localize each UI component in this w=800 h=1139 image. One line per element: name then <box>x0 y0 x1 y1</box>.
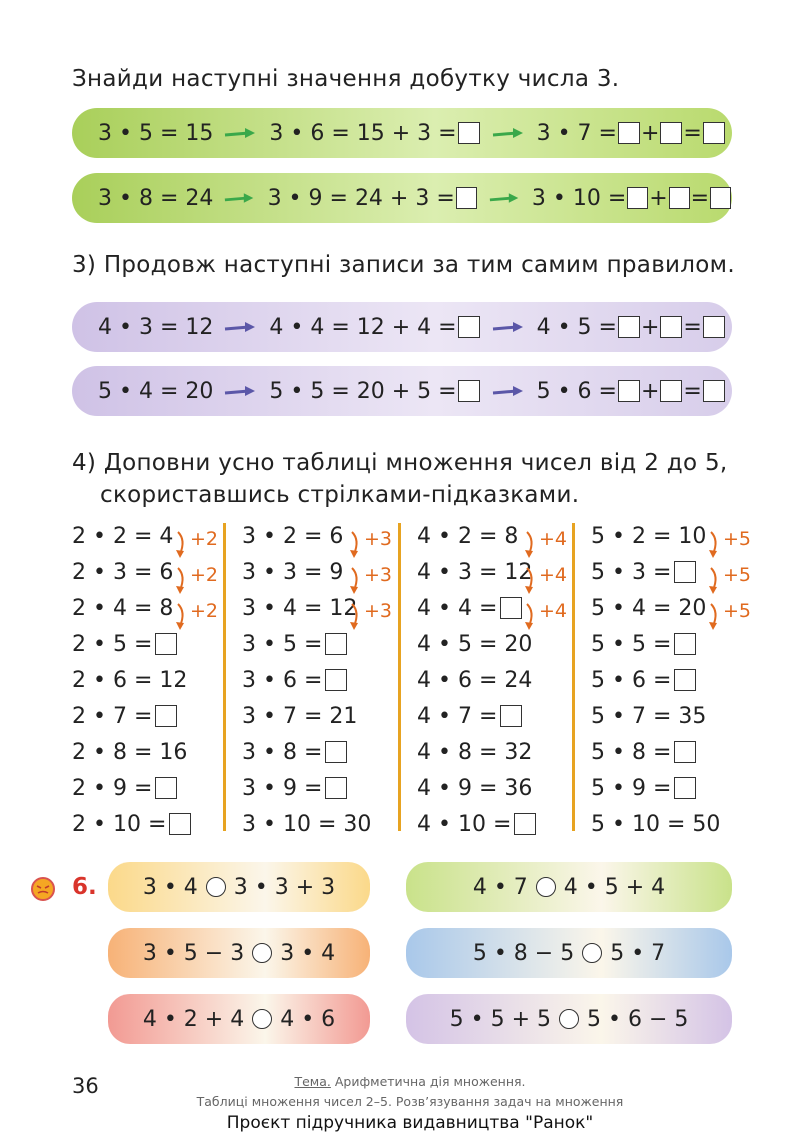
equation-end: 3 • 7 = <box>536 120 617 146</box>
answer-box[interactable] <box>458 380 480 402</box>
footer-topic <box>140 1074 680 1089</box>
table-row <box>417 770 567 806</box>
equation-end: 5 • 6 = <box>536 378 617 404</box>
answer-box[interactable] <box>155 777 177 799</box>
answer-box[interactable] <box>155 705 177 727</box>
answer-box[interactable] <box>710 187 731 209</box>
comparison-right: 3 • 4 <box>280 940 336 966</box>
table-row <box>417 662 567 698</box>
table-row <box>417 698 567 734</box>
equation-chain-row <box>72 302 732 352</box>
hint-arrow <box>354 600 392 622</box>
equals-sign: = <box>690 185 710 211</box>
table-row <box>417 626 567 662</box>
equation-start: 5 • 4 = 20 <box>98 378 214 404</box>
answer-box[interactable] <box>674 741 696 763</box>
arrow-right-icon <box>223 319 257 335</box>
hint-arrow <box>180 528 218 550</box>
table-equation: 5 • 9 = <box>591 775 672 801</box>
equals-sign: = <box>683 378 702 404</box>
hint-label: +5 <box>723 600 752 622</box>
plus-sign: + <box>640 378 660 404</box>
answer-box[interactable] <box>500 597 522 619</box>
hint-label: +4 <box>539 564 568 586</box>
table-equation: 4 • 9 = 36 <box>417 775 533 801</box>
answer-box[interactable] <box>458 316 480 338</box>
table-row <box>242 662 392 698</box>
table-row <box>242 698 392 734</box>
table-row <box>591 698 741 734</box>
column-divider <box>398 523 401 831</box>
table-equation: 5 • 10 = 50 <box>591 811 721 837</box>
comparison-left: 5 • 8 − 5 <box>472 940 575 966</box>
table-equation: 4 • 4 = <box>417 595 498 621</box>
curved-arrow-icon <box>350 602 362 632</box>
table-equation: 2 • 3 = 6 <box>72 559 174 585</box>
curved-arrow-icon <box>176 602 188 632</box>
footer-topic-label: Тема. <box>294 1074 331 1089</box>
answer-box[interactable] <box>703 122 725 144</box>
table-row <box>591 734 741 770</box>
plus-sign: + <box>649 185 668 211</box>
table-equation: 2 • 8 = 16 <box>72 739 188 765</box>
table-row <box>242 734 392 770</box>
answer-box[interactable] <box>500 705 522 727</box>
table-equation: 4 • 3 = 12 <box>417 559 533 585</box>
table-equation: 4 • 10 = <box>417 811 512 837</box>
hint-arrow <box>529 564 567 586</box>
answer-box[interactable] <box>618 122 640 144</box>
table-row <box>72 626 222 662</box>
arrow-right-icon <box>491 383 525 399</box>
arrow-right-icon <box>488 190 520 206</box>
table-row <box>72 698 222 734</box>
table-equation: 5 • 2 = 10 <box>591 523 707 549</box>
hint-arrow <box>354 564 392 586</box>
page-number: 36 <box>72 1074 99 1098</box>
comparison-item <box>406 994 732 1044</box>
table-equation: 3 • 4 = 12 <box>242 595 358 621</box>
hint-arrow <box>180 564 218 586</box>
table-equation: 3 • 6 = <box>242 667 323 693</box>
comparison-right: 4 • 6 <box>280 1006 336 1032</box>
answer-box[interactable] <box>618 380 640 402</box>
answer-box[interactable] <box>458 122 480 144</box>
table-equation: 3 • 7 = 21 <box>242 703 358 729</box>
comparison-item <box>406 928 732 978</box>
answer-box[interactable] <box>703 380 725 402</box>
answer-box[interactable] <box>703 316 725 338</box>
table-equation: 3 • 5 = <box>242 631 323 657</box>
curved-arrow-icon <box>176 530 188 560</box>
hint-label: +2 <box>190 528 219 550</box>
table-equation: 5 • 7 = 35 <box>591 703 707 729</box>
smiley-icon <box>30 876 56 902</box>
equation-middle: 5 • 5 = 20 + 5 = <box>269 378 457 404</box>
hint-label: +2 <box>190 600 219 622</box>
comparison-circle[interactable] <box>252 1009 272 1029</box>
hint-arrow <box>713 600 751 622</box>
table-equation: 2 • 7 = <box>72 703 153 729</box>
answer-box[interactable] <box>669 187 690 209</box>
hint-arrow <box>713 564 751 586</box>
answer-box[interactable] <box>674 561 696 583</box>
table-equation: 3 • 8 = <box>242 739 323 765</box>
hint-label: +4 <box>539 528 568 550</box>
table-equation: 4 • 6 = 24 <box>417 667 533 693</box>
table-equation: 4 • 2 = 8 <box>417 523 519 549</box>
answer-box[interactable] <box>674 633 696 655</box>
table-equation: 4 • 8 = 32 <box>417 739 533 765</box>
comparison-right: 5 • 6 − 5 <box>587 1006 689 1032</box>
table-equation: 2 • 4 = 8 <box>72 595 174 621</box>
equation-start: 3 • 5 = 15 <box>98 120 214 146</box>
comparison-item <box>108 862 370 912</box>
arrow-right-icon <box>491 319 525 335</box>
comparison-circle[interactable] <box>559 1009 579 1029</box>
table-row <box>591 662 741 698</box>
curved-arrow-icon <box>525 566 537 596</box>
table-equation: 5 • 3 = <box>591 559 672 585</box>
hint-label: +4 <box>539 600 568 622</box>
comparison-left: 4 • 7 <box>472 874 528 900</box>
table-row <box>72 662 222 698</box>
table-equation: 2 • 5 = <box>72 631 153 657</box>
answer-box[interactable] <box>660 316 682 338</box>
answer-box[interactable] <box>155 633 177 655</box>
answer-box[interactable] <box>674 777 696 799</box>
task-4-heading-line2: скориставшись стрілками-підказками. <box>100 482 580 508</box>
comparison-right: 4 • 5 + 4 <box>563 874 666 900</box>
hint-label: +3 <box>364 528 393 550</box>
table-equation: 2 • 9 = <box>72 775 153 801</box>
arrow-right-icon <box>491 125 525 141</box>
hint-label: +5 <box>723 528 752 550</box>
answer-box[interactable] <box>325 741 347 763</box>
answer-box[interactable] <box>627 187 648 209</box>
curved-arrow-icon <box>350 530 362 560</box>
hint-label: +3 <box>364 564 393 586</box>
comparison-item <box>108 928 370 978</box>
comparison-left: 3 • 5 − 3 <box>142 940 245 966</box>
curved-arrow-icon <box>709 530 721 560</box>
arrow-right-icon <box>223 190 255 206</box>
answer-box[interactable] <box>514 813 536 835</box>
table-row <box>591 770 741 806</box>
answer-box[interactable] <box>674 669 696 691</box>
curved-arrow-icon <box>525 602 537 632</box>
table-equation: 5 • 4 = 20 <box>591 595 707 621</box>
hint-arrow <box>529 528 567 550</box>
curved-arrow-icon <box>709 602 721 632</box>
table-row <box>591 806 741 842</box>
table-equation: 3 • 10 = 30 <box>242 811 372 837</box>
table-equation: 2 • 6 = 12 <box>72 667 188 693</box>
table-equation: 3 • 9 = <box>242 775 323 801</box>
equation-middle: 3 • 9 = 24 + 3 = <box>267 185 455 211</box>
hint-arrow <box>713 528 751 550</box>
footer-topic-text: Арифметична дія множення. <box>330 1074 526 1089</box>
answer-box[interactable] <box>618 316 640 338</box>
equals-sign: = <box>683 120 702 146</box>
task-6-label: 6. <box>72 874 97 900</box>
curved-arrow-icon <box>350 566 362 596</box>
comparison-circle[interactable] <box>582 943 602 963</box>
task-4-heading-line1: 4) Доповни усно таблиці множення чисел від 2 до 5, <box>72 450 728 476</box>
footer-project: Проєкт підручника видавництва "Ранок" <box>226 1113 594 1133</box>
answer-box[interactable] <box>169 813 191 835</box>
answer-box[interactable] <box>456 187 477 209</box>
hint-label: +5 <box>723 564 752 586</box>
equation-middle: 4 • 4 = 12 + 4 = <box>269 314 457 340</box>
comparison-circle[interactable] <box>252 943 272 963</box>
table-equation: 3 • 2 = 6 <box>242 523 344 549</box>
answer-box[interactable] <box>660 122 682 144</box>
comparison-circle[interactable] <box>536 877 556 897</box>
arrow-right-icon <box>223 125 257 141</box>
comparison-left: 4 • 2 + 4 <box>142 1006 245 1032</box>
table-row <box>72 770 222 806</box>
table-equation: 5 • 8 = <box>591 739 672 765</box>
answer-box[interactable] <box>660 380 682 402</box>
curved-arrow-icon <box>525 530 537 560</box>
table-row <box>242 770 392 806</box>
table-row <box>242 806 392 842</box>
hint-label: +2 <box>190 564 219 586</box>
answer-box[interactable] <box>325 777 347 799</box>
hint-label: +3 <box>364 600 393 622</box>
plus-sign: + <box>640 314 660 340</box>
comparison-circle[interactable] <box>206 877 226 897</box>
equation-start: 4 • 3 = 12 <box>98 314 214 340</box>
equation-middle: 3 • 6 = 15 + 3 = <box>269 120 457 146</box>
table-equation: 4 • 7 = <box>417 703 498 729</box>
comparison-right: 3 • 3 + 3 <box>233 874 336 900</box>
column-divider <box>223 523 226 831</box>
arrow-right-icon <box>223 383 257 399</box>
equation-end: 3 • 10 = <box>531 185 627 211</box>
table-equation: 3 • 3 = 9 <box>242 559 344 585</box>
table-row <box>242 626 392 662</box>
task-3-heading: 3) Продовж наступні записи за тим самим правилом. <box>72 252 735 278</box>
table-row <box>417 734 567 770</box>
equation-chain-row <box>72 366 732 416</box>
equation-chain-row <box>72 173 732 223</box>
answer-box[interactable] <box>325 633 347 655</box>
answer-box[interactable] <box>325 669 347 691</box>
table-equation: 4 • 5 = 20 <box>417 631 533 657</box>
column-divider <box>572 523 575 831</box>
table-row <box>72 734 222 770</box>
comparison-item <box>108 994 370 1044</box>
hint-arrow <box>180 600 218 622</box>
equals-sign: = <box>683 314 702 340</box>
table-row <box>417 806 567 842</box>
task-intro: Знайди наступні значення добутку числа 3. <box>72 66 620 92</box>
equation-start: 3 • 8 = 24 <box>98 185 214 211</box>
equation-end: 4 • 5 = <box>536 314 617 340</box>
table-equation: 2 • 10 = <box>72 811 167 837</box>
comparison-left: 3 • 4 <box>142 874 198 900</box>
curved-arrow-icon <box>709 566 721 596</box>
hint-arrow <box>529 600 567 622</box>
footer-subtitle: Таблиці множення чисел 2–5. Розв’язування задач на множення <box>196 1094 624 1109</box>
plus-sign: + <box>640 120 660 146</box>
table-row <box>72 806 222 842</box>
table-equation: 5 • 6 = <box>591 667 672 693</box>
table-equation: 2 • 2 = 4 <box>72 523 174 549</box>
table-equation: 5 • 5 = <box>591 631 672 657</box>
hint-arrow <box>354 528 392 550</box>
comparison-left: 5 • 5 + 5 <box>449 1006 551 1032</box>
comparison-item <box>406 862 732 912</box>
curved-arrow-icon <box>176 566 188 596</box>
comparison-right: 5 • 7 <box>610 940 666 966</box>
equation-chain-row <box>72 108 732 158</box>
